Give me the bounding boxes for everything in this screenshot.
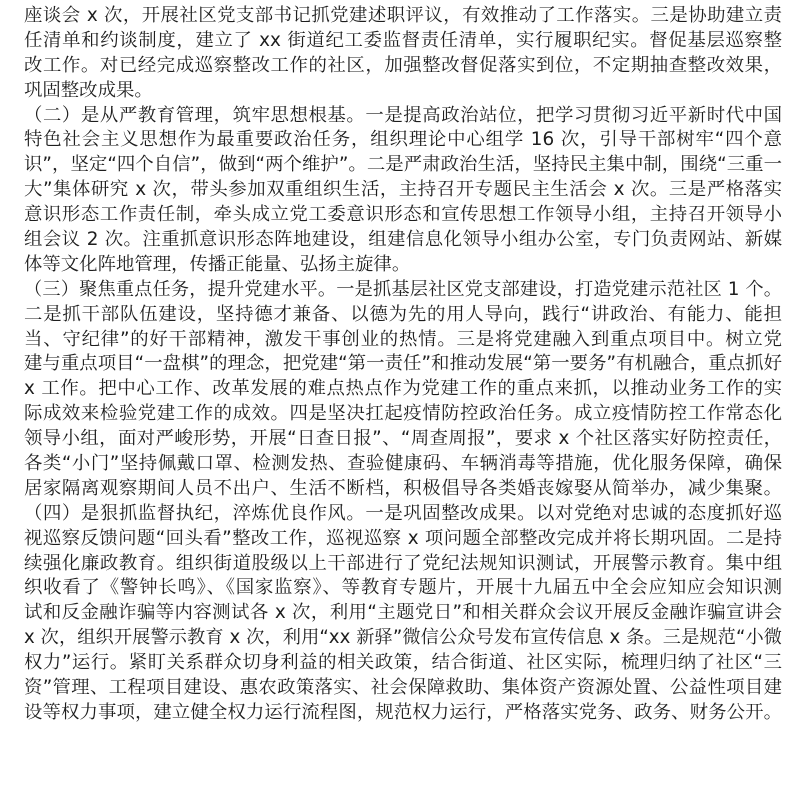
text-line: 识”，坚定“四个自信”，做到“两个维护”。二是严肃政治生活，坚持民主集中制，围绕“三重一 bbox=[24, 154, 782, 176]
text-line: （四）是狠抓监督执纪，淬炼优良作风。一是巩固整改成果。以对党绝对忠诚的态度抓好巡 bbox=[24, 502, 782, 524]
text-line: 设等权力事项，建立健全权力运行流程图，规范权力运行，严格落实党务、政务、财务公开。 bbox=[24, 701, 782, 723]
text-line: 领导小组，面对严峻形势，开展“日查日报”、“周查周报”，要求 x 个社区落实好防控责任， bbox=[24, 428, 782, 450]
text-line: 视巡察反馈问题“回头看”整改工作，巡视巡察 x 项问题全部整改完成并将长期巩固。二是持 bbox=[24, 527, 782, 549]
text-line: 各类“小门”坚持佩戴口罩、检测发热、查验健康码、车辆消毒等措施，优化服务保障，确保 bbox=[24, 453, 782, 475]
text-line: 织收看了《警钟长鸣》、《国家监察》、等教育专题片，开展十九届五中全会应知应会知识测 bbox=[24, 577, 782, 599]
text-line: 座谈会 x 次，开展社区党支部书记抓党建述职评议，有效推动了工作落实。三是协助建立责 bbox=[24, 5, 782, 26]
text-line: （二）是从严教育管理，筑牢思想根基。一是提高政治站位，把学习贯彻习近平新时代中国 bbox=[24, 104, 782, 126]
text-line: 建与重点项目“一盘棋”的理念，把党建“第一责任”和推动发展“第一要务”有机融合，重点抓好 bbox=[24, 353, 782, 375]
text-line: 组会议 2 次。注重抓意识形态阵地建设，组建信息化领导小组办公室，专门负责网站、新媒 bbox=[24, 229, 782, 251]
text-line: 意识形态工作责任制，牵头成立党工委意识形态和宣传思想工作领导小组，主持召开领导小 bbox=[24, 204, 782, 226]
text-line: 二是抓干部队伍建设，坚持德才兼备、以德为先的用人导向，践行“讲政治、有能力、能担 bbox=[24, 303, 782, 325]
text-line: 资”管理、工程项目建设、惠农政策落实、社会保障救助、集体资产资源处置、公益性项目建 bbox=[24, 677, 782, 699]
text-line: 试和反金融诈骗等内容测试各 x 次，利用“主题党日”和相关群众会议开展反金融诈骗宣讲会 bbox=[24, 602, 782, 624]
text-line: 任清单和约谈制度，建立了 xx 街道纪工委监督责任清单，实行履职纪实。督促基层巡察整 bbox=[24, 29, 782, 51]
text-line: （三）聚焦重点任务，提升党建水平。一是抓基层社区党支部建设，打造党建示范社区 1 个。 bbox=[24, 278, 782, 300]
text-line: 大”集体研究 x 次，带头参加双重组织生活，主持召开专题民主生活会 x 次。三是严格落实 bbox=[24, 179, 782, 201]
document-body bbox=[24, 4, 782, 726]
text-line: 体等文化阵地管理，传播正能量、弘扬主旋律。 bbox=[24, 253, 411, 275]
text-line: 际成效来检验党建工作的成效。四是坚决扛起疫情防控政治任务。成立疫情防控工作常态化 bbox=[24, 403, 782, 425]
text-line: x 次，组织开展警示教育 x 次，利用“xx 新驿”微信公众号发布宣传信息 x 条。三是规范“小微 bbox=[24, 627, 782, 649]
text-line: 巩固整改成果。 bbox=[24, 79, 153, 101]
text-line: 权力”运行。紧盯关系群众切身利益的相关政策，结合街道、社区实际，梳理归纳了社区“三 bbox=[24, 652, 782, 674]
text-line: 改工作。对已经完成巡察整改工作的社区，加强整改督促落实到位，不定期抽查整改效果， bbox=[24, 54, 782, 76]
text-line: 居家隔离观察期间人员不出户、生活不断档，积极倡导各类婚丧嫁娶从简举办，减少集聚。 bbox=[24, 477, 782, 499]
text-line: 当、守纪律”的好干部精神，激发干事创业的热情。三是将党建融入到重点项目中。树立党 bbox=[24, 328, 782, 350]
text-line: 特色社会主义思想作为最重要政治任务，组织理论中心组学 16 次，引导干部树牢“四个意 bbox=[24, 129, 782, 151]
text-line: 续强化廉政教育。组织街道股级以上干部进行了党纪法规知识测试，开展警示教育。集中组 bbox=[24, 552, 782, 574]
text-line: x 工作。把中心工作、改革发展的难点热点作为党建工作的重点来抓，以推动业务工作的实 bbox=[24, 378, 782, 400]
